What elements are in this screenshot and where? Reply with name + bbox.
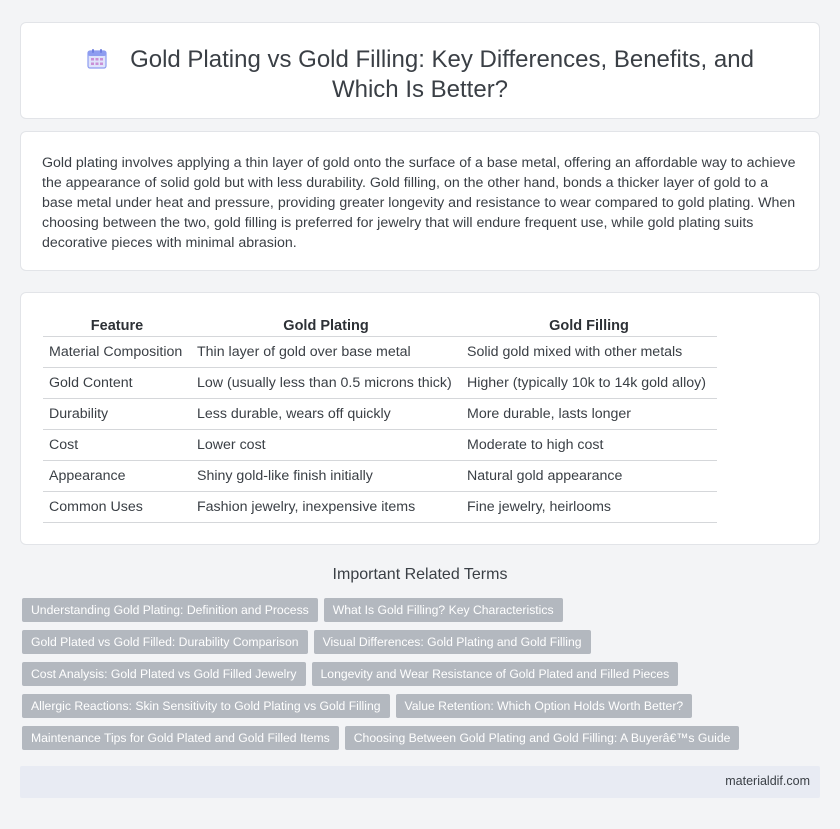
table-cell-gold-filling: Natural gold appearance (461, 461, 717, 492)
table-cell-gold-plating: Low (usually less than 0.5 microns thick) (191, 368, 461, 399)
related-term-tag[interactable]: Allergic Reactions: Skin Sensitivity to Gold Plating vs Gold Filling (22, 694, 390, 718)
column-header-feature: Feature (43, 315, 191, 337)
related-term-tag[interactable]: Choosing Between Gold Plating and Gold Filling: A Buyerâ€™s Guide (345, 726, 740, 750)
table-cell-feature: Material Composition (43, 337, 191, 368)
table-cell-feature: Durability (43, 399, 191, 430)
tag-row (22, 662, 822, 694)
page-title (51, 45, 789, 105)
title-wrap (21, 45, 819, 105)
column-header-gold-plating: Gold Plating (191, 315, 461, 337)
table-cell-gold-plating: Lower cost (191, 430, 461, 461)
footer (20, 766, 820, 798)
title-card (20, 22, 820, 119)
related-term-tag[interactable]: Understanding Gold Plating: Definition and Process (22, 598, 318, 622)
table-cell-feature: Cost (43, 430, 191, 461)
intro-paragraph: Gold plating involves applying a thin layer of gold onto the surface of a base metal, offering an affordable way to achieve the appearance of solid gold but with less durability. Gold filling, on the other hand, bonds a thicker layer of gold to a base metal under heat and pressure, providing greater longevity and resistance to wear compared to gold plating. When choosing between the two, gold filling is preferred for jewelry that will endure frequent use, while gold plating suits decorative pieces with minimal abrasion. (42, 155, 796, 251)
tag-row (22, 726, 822, 758)
related-term-tag[interactable]: Cost Analysis: Gold Plated vs Gold Filled Jewelry (22, 662, 306, 686)
tag-row (22, 694, 822, 726)
table-cell-gold-filling: Solid gold mixed with other metals (461, 337, 717, 368)
table-row (43, 368, 717, 399)
related-terms-heading: Important Related Terms (332, 566, 508, 583)
calendar-icon (86, 48, 108, 70)
comparison-card (20, 292, 820, 545)
tag-row (22, 630, 822, 662)
tag-row (22, 598, 822, 630)
related-term-tag[interactable]: Longevity and Wear Resistance of Gold Plated and Filled Pieces (312, 662, 679, 686)
related-term-tag[interactable]: Visual Differences: Gold Plating and Gold Filling (314, 630, 591, 654)
related-term-tag[interactable]: Maintenance Tips for Gold Plated and Gold Filled Items (22, 726, 339, 750)
column-header-gold-filling: Gold Filling (461, 315, 717, 337)
table-row (43, 430, 717, 461)
table-cell-gold-filling: Moderate to high cost (461, 430, 717, 461)
related-term-tag[interactable]: What Is Gold Filling? Key Characteristics (324, 598, 563, 622)
table-row (43, 492, 717, 523)
table-cell-feature: Common Uses (43, 492, 191, 523)
table-cell-gold-plating: Shiny gold-like finish initially (191, 461, 461, 492)
related-terms-tags (22, 598, 822, 758)
table-row (43, 399, 717, 430)
table-cell-gold-plating: Less durable, wears off quickly (191, 399, 461, 430)
table-cell-gold-filling: More durable, lasts longer (461, 399, 717, 430)
table-cell-feature: Gold Content (43, 368, 191, 399)
footer-site-link[interactable]: materialdif.com (725, 774, 810, 788)
intro-card (20, 131, 820, 271)
table-cell-gold-plating: Thin layer of gold over base metal (191, 337, 461, 368)
table-cell-gold-filling: Higher (typically 10k to 14k gold alloy) (461, 368, 717, 399)
related-term-tag[interactable]: Value Retention: Which Option Holds Worth Better? (396, 694, 693, 718)
comparison-table (43, 315, 717, 523)
related-term-tag[interactable]: Gold Plated vs Gold Filled: Durability Comparison (22, 630, 308, 654)
page-title-text: Gold Plating vs Gold Filling: Key Differences, Benefits, and Which Is Better? (130, 46, 754, 103)
table-cell-feature: Appearance (43, 461, 191, 492)
table-row (43, 461, 717, 492)
table-header-row (43, 315, 717, 337)
table-row (43, 337, 717, 368)
table-cell-gold-plating: Fashion jewelry, inexpensive items (191, 492, 461, 523)
table-cell-gold-filling: Fine jewelry, heirlooms (461, 492, 717, 523)
